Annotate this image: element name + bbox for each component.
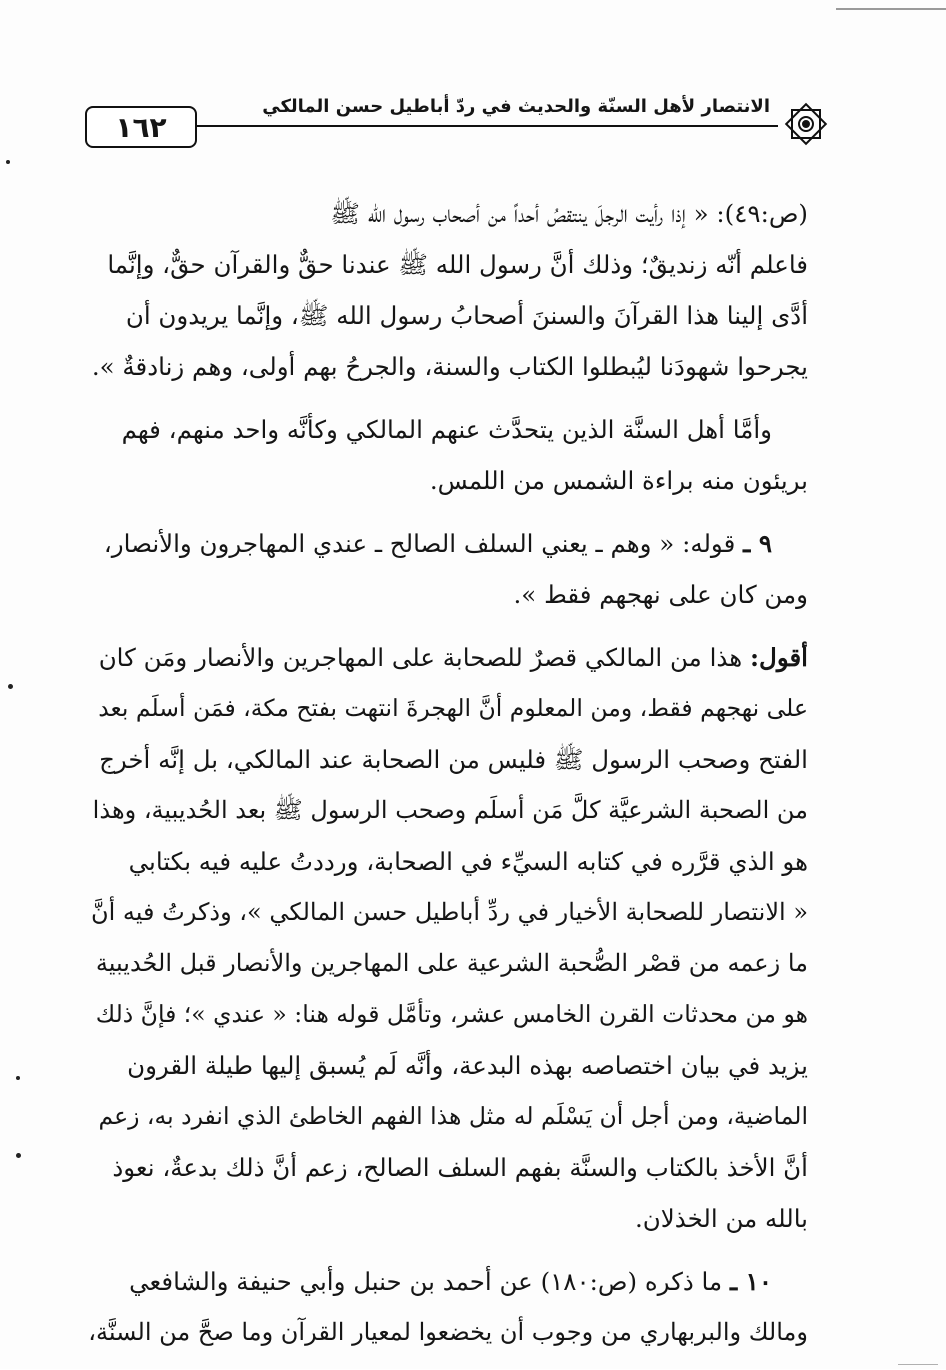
- scan-artifact-dot: [16, 1153, 21, 1158]
- text-line: يزيد في بيان اختصاصه بهذه البدعة، وأنَّه لَم يُسبق إليها طيلة القرون: [127, 1051, 808, 1080]
- text-run: قوله: « وهم ـ يعني السلف الصالح ـ عندي المهاجرون والأنصار،: [103, 529, 736, 558]
- paragraph: [86, 1256, 808, 1358]
- octagram-ornament-icon: [782, 100, 830, 148]
- text-line: الماضية، ومن أجل أن يَسْلَم له مثل هذا الفهم الخاطئ الذي انفرد به، زعم: [98, 1102, 808, 1130]
- running-header: [85, 88, 830, 158]
- paragraph: [86, 632, 808, 1244]
- scan-artifact-dot: [6, 160, 10, 164]
- text-line: يجرحوا شهودَنا ليُبطلوا الكتاب والسنة، والجرحُ بهم أولى، وهم زنادقةٌ ».: [91, 352, 808, 381]
- scan-artifact-line: [836, 8, 946, 10]
- paragraph: [86, 404, 808, 506]
- text-line: [86, 1256, 808, 1307]
- text-line: ومن كان على نهجهم فقط ».: [513, 580, 808, 609]
- text-run: ما ذكره (ص:١٨٠) عن أحمد بن حنبل وأبي حنيفة والشافعي: [129, 1267, 723, 1296]
- text-line: فاعلم أنّه زنديقٌ؛ وذلك أنَّ رسول الله ﷺ عندنا حقٌّ والقرآن حقٌّ، وإنَّما: [107, 250, 808, 279]
- paragraph: [86, 188, 808, 392]
- body-text: [86, 188, 808, 1370]
- text-line: أدَّى إلينا هذا القرآنَ والسننَ أصحابُ رسول الله ﷺ، وإنَّما يريدون أن: [125, 301, 808, 330]
- text-line: ما زعمه من قصْر الصُّحبة الشرعية على المهاجرين والأنصار قبل الحُديبية: [95, 949, 808, 977]
- text-run: هذا من المالكي قصرٌ للصحابة على المهاجرين والأنصار ومَن كان: [98, 643, 743, 672]
- item-number: ٩ ـ: [743, 529, 772, 558]
- text-line: بالله من الخذلان.: [634, 1204, 808, 1233]
- paragraph: [86, 518, 808, 620]
- text-line: ومالك والبربهاري من وجوب أن يخضعوا لمعيار القرآن وما صحَّ من السنَّة،: [88, 1318, 808, 1346]
- text-line: هو من محدثات القرن الخامس عشر، وتأمَّل قوله هنا: « عندي »؛ فإنَّ ذلك: [95, 1000, 808, 1028]
- text-line: بريئون منه براءة الشمس من اللمس.: [429, 466, 808, 495]
- text-line: [86, 632, 808, 683]
- scan-artifact-dot: [16, 1076, 20, 1080]
- page-number: ١٦٢: [85, 106, 197, 148]
- header-title: الانتصار لأهل السنّة والحديث في ردّ أباطيل حسن المالكي: [258, 96, 774, 117]
- text-line: هو الذي قرَّره في كتابه السيِّء في الصحابة، ورددتُ عليه فيه بكتابي: [128, 847, 808, 876]
- text-line: (ص:٤٩): « إذا رأيت الرجلَ ينتقصُ أحداً من أصحاب رسول الله ﷺ: [330, 199, 808, 228]
- scan-artifact-line: [898, 1364, 938, 1365]
- text-line: [86, 518, 808, 569]
- text-line: على نهجهم فقط، ومن المعلوم أنَّ الهجرةَ انتهت بفتح مكة، فمَن أسلَم بعد: [98, 694, 808, 722]
- scan-artifact-dot: [8, 684, 13, 689]
- text-line: « الانتصار للصحابة الأخيار في ردِّ أباطيل حسن المالكي »، وذكرتُ فيه أنَّ: [90, 898, 808, 926]
- text-line: من الصحبة الشرعيَّة كلَّ مَن أسلَم وصحب الرسول ﷺ بعد الحُديبية، وهذا: [92, 796, 808, 824]
- item-number: ١٠ ـ: [729, 1267, 772, 1296]
- header-rule: [197, 125, 778, 127]
- lead-word: أقول:: [749, 643, 808, 672]
- text-line: وأمَّا أهل السنَّة الذين يتحدَّث عنهم المالكي وكأنَّه واحد منهم، فهم: [121, 415, 772, 444]
- text-line: الفتح وصحب الرسول ﷺ فليس من الصحابة عند المالكي، بل إنَّه أخرج: [99, 745, 808, 774]
- text-line: أنَّ الأخذ بالكتاب والسنَّة بفهم السلف الصالح، زعم أنَّ ذلك بدعةٌ، نعوذ: [112, 1153, 808, 1182]
